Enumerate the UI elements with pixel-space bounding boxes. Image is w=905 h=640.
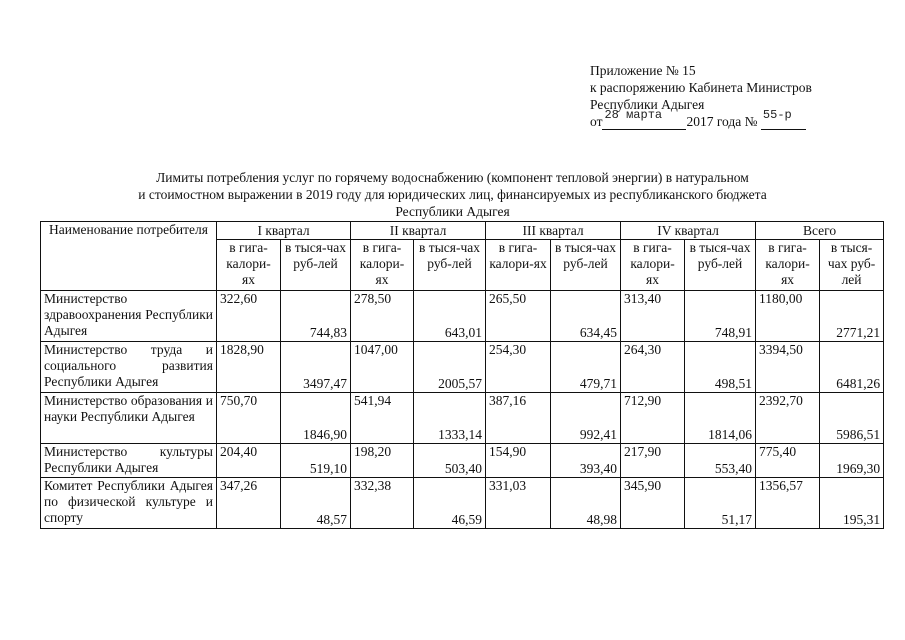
value-rub: 519,10 bbox=[281, 444, 351, 478]
value-gcal-total: 1180,00 bbox=[756, 291, 820, 342]
value-rub: 2005,57 bbox=[414, 342, 486, 393]
table-row bbox=[41, 342, 884, 393]
title-line-1: Лимиты потребления услуг по горячему водоснабжению (компонент тепловой энергии) в натуральном bbox=[156, 170, 749, 185]
table-row bbox=[41, 444, 884, 478]
value-gcal: 264,30 bbox=[621, 342, 685, 393]
value-rub: 393,40 bbox=[551, 444, 621, 478]
value-gcal: 265,50 bbox=[486, 291, 551, 342]
unit-rub-header: в тыся-чах руб-лей bbox=[820, 240, 884, 291]
number-blank bbox=[761, 108, 806, 130]
value-gcal-total: 775,40 bbox=[756, 444, 820, 478]
value-rub-total: 6481,26 bbox=[820, 342, 884, 393]
value-gcal: 541,94 bbox=[351, 393, 414, 444]
value-rub-total: 195,31 bbox=[820, 478, 884, 529]
value-gcal-total: 2392,70 bbox=[756, 393, 820, 444]
unit-rub-header: в тыся-чах руб-лей bbox=[551, 240, 621, 291]
value-rub: 1333,14 bbox=[414, 393, 486, 444]
value-gcal: 347,26 bbox=[217, 478, 281, 529]
consumer-name: Министерство здравоохранения Республики Адыгея bbox=[41, 291, 217, 342]
consumer-name: Министерство образования и науки Республики Адыгея bbox=[41, 393, 217, 444]
unit-gcal-header: в гига-калори-ях bbox=[756, 240, 820, 291]
appendix-reference: к распоряжению Кабинета Министров bbox=[590, 80, 812, 95]
quarter-header: III квартал bbox=[486, 222, 621, 240]
unit-rub-header: в тыся-чах руб-лей bbox=[685, 240, 756, 291]
document-title bbox=[60, 169, 845, 220]
appendix-republic: Республики Адыгея bbox=[590, 97, 705, 112]
limits-table bbox=[40, 221, 884, 529]
value-rub: 498,51 bbox=[685, 342, 756, 393]
value-gcal: 750,70 bbox=[217, 393, 281, 444]
unit-gcal-header: в гига-калори-ях bbox=[621, 240, 685, 291]
consumer-name-header: Наименование потребителя bbox=[41, 222, 217, 291]
total-header: Всего bbox=[756, 222, 884, 240]
value-rub: 3497,47 bbox=[281, 342, 351, 393]
value-gcal: 387,16 bbox=[486, 393, 551, 444]
value-rub: 479,71 bbox=[551, 342, 621, 393]
value-gcal: 331,03 bbox=[486, 478, 551, 529]
unit-gcal-header: в гига-калори-ях bbox=[486, 240, 551, 291]
quarter-header: I квартал bbox=[217, 222, 351, 240]
value-gcal-total: 3394,50 bbox=[756, 342, 820, 393]
value-gcal: 332,38 bbox=[351, 478, 414, 529]
consumer-name: Министерство культуры Республики Адыгея bbox=[41, 444, 217, 478]
unit-rub-header: в тыся-чах руб-лей bbox=[281, 240, 351, 291]
unit-gcal-header: в гига-калори-ях bbox=[351, 240, 414, 291]
value-rub: 46,59 bbox=[414, 478, 486, 529]
value-gcal: 154,90 bbox=[486, 444, 551, 478]
value-rub: 744,83 bbox=[281, 291, 351, 342]
value-gcal: 313,40 bbox=[621, 291, 685, 342]
value-rub: 1846,90 bbox=[281, 393, 351, 444]
value-gcal-total: 1356,57 bbox=[756, 478, 820, 529]
value-gcal: 204,40 bbox=[217, 444, 281, 478]
consumer-name: Министерство труда и социального развития Республики Адыгея bbox=[41, 342, 217, 393]
value-rub-total: 2771,21 bbox=[820, 291, 884, 342]
value-gcal: 345,90 bbox=[621, 478, 685, 529]
unit-rub-header: в тыся-чах руб-лей bbox=[414, 240, 486, 291]
title-line-2: и стоимостном выражении в 2019 году для юридических лиц, финансируемых из республиканского бюджета bbox=[138, 187, 767, 202]
value-rub: 992,41 bbox=[551, 393, 621, 444]
from-label: от bbox=[590, 114, 603, 129]
value-gcal: 1828,90 bbox=[217, 342, 281, 393]
value-rub: 503,40 bbox=[414, 444, 486, 478]
unit-gcal-header: в гига-калори-ях bbox=[217, 240, 281, 291]
value-rub: 48,57 bbox=[281, 478, 351, 529]
quarter-header-row bbox=[41, 222, 884, 240]
appendix-number: Приложение № 15 bbox=[590, 63, 696, 78]
handwritten-date: 28 марта bbox=[604, 108, 663, 122]
appendix-header bbox=[590, 62, 812, 130]
appendix-date-line bbox=[590, 108, 812, 130]
value-rub-total: 1969,30 bbox=[820, 444, 884, 478]
value-gcal: 217,90 bbox=[621, 444, 685, 478]
value-gcal: 278,50 bbox=[351, 291, 414, 342]
quarter-header: II квартал bbox=[351, 222, 486, 240]
title-line-3: Республики Адыгея bbox=[395, 204, 510, 219]
table-row bbox=[41, 393, 884, 444]
value-gcal: 198,20 bbox=[351, 444, 414, 478]
value-rub: 553,40 bbox=[685, 444, 756, 478]
value-rub: 634,45 bbox=[551, 291, 621, 342]
value-rub: 748,91 bbox=[685, 291, 756, 342]
year-label: 2017 года № bbox=[686, 114, 758, 129]
table-row bbox=[41, 291, 884, 342]
handwritten-number: 55-р bbox=[762, 108, 792, 122]
date-blank bbox=[602, 108, 686, 130]
table-row bbox=[41, 478, 884, 529]
consumer-name: Комитет Республики Адыгея по физической культуре и спорту bbox=[41, 478, 217, 529]
value-gcal: 254,30 bbox=[486, 342, 551, 393]
quarter-header: IV квартал bbox=[621, 222, 756, 240]
value-gcal: 322,60 bbox=[217, 291, 281, 342]
value-rub: 1814,06 bbox=[685, 393, 756, 444]
value-gcal: 1047,00 bbox=[351, 342, 414, 393]
value-rub: 51,17 bbox=[685, 478, 756, 529]
value-rub: 643,01 bbox=[414, 291, 486, 342]
value-rub: 48,98 bbox=[551, 478, 621, 529]
value-gcal: 712,90 bbox=[621, 393, 685, 444]
value-rub-total: 5986,51 bbox=[820, 393, 884, 444]
